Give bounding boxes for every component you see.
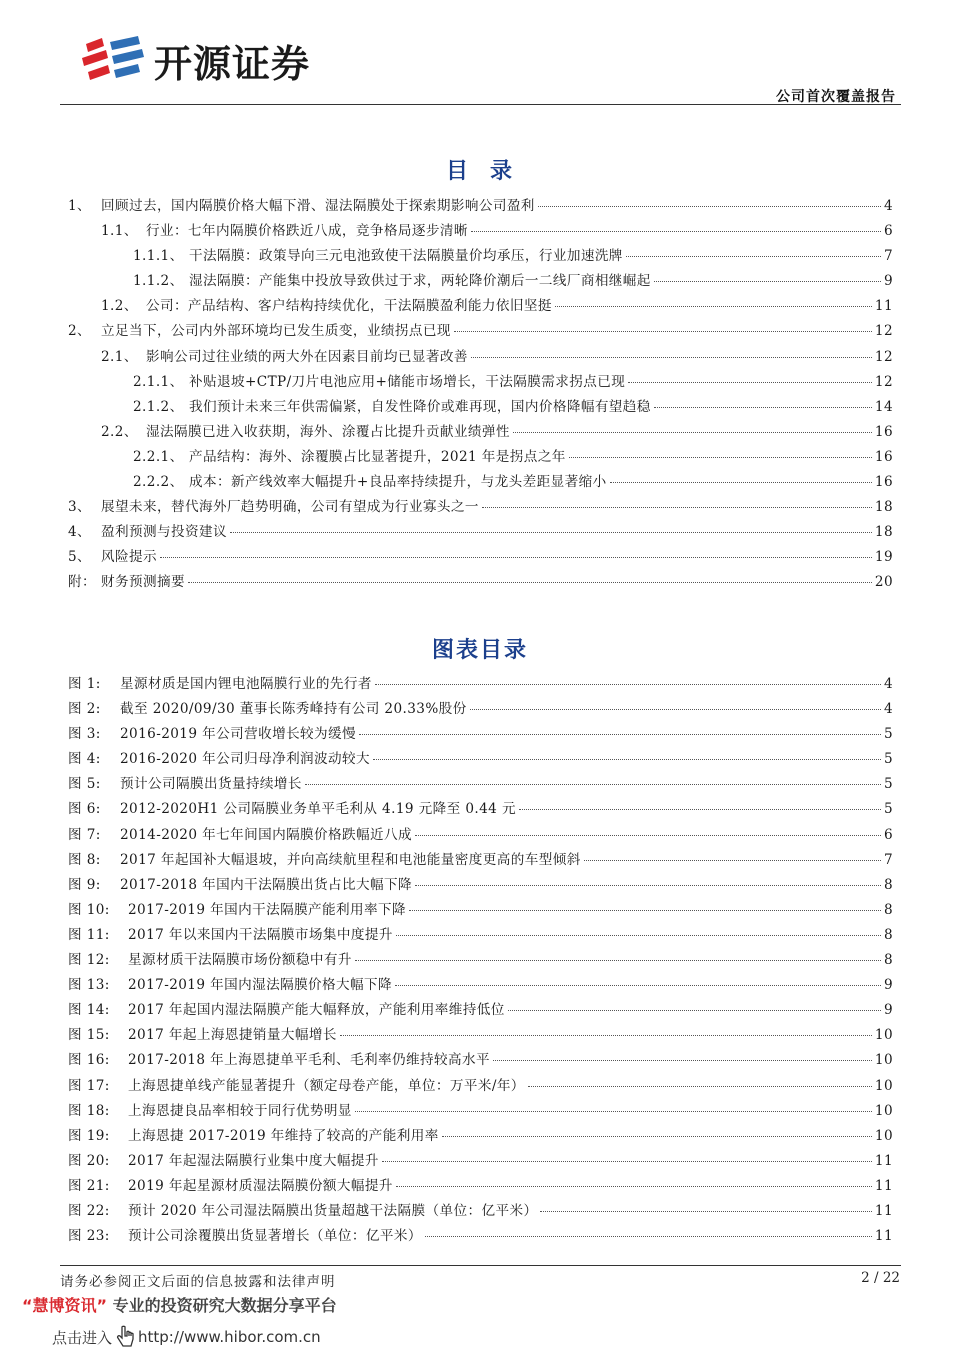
toc-entry-number: 5、 [68, 549, 92, 566]
toc-entry-title: 财务预测摘要 [101, 574, 185, 591]
figure-entry-title: 2017 年起国补大幅退坡，并向高续航里程和电池能量密度更高的车型倾斜 [120, 851, 581, 868]
toc-entry-title: 干法隔膜：政策导向三元电池致使干法隔膜量价均承压，行业加速洗牌 [189, 248, 623, 265]
toc-entry[interactable] [68, 219, 893, 244]
figure-entry-title: 星源材质是国内锂电池隔膜行业的先行者 [120, 676, 372, 692]
toc-entry-number: 3、 [68, 499, 92, 516]
toc-entry[interactable] [68, 470, 893, 495]
toc-entry-number: 1.1.1、 [133, 248, 184, 265]
toc-entry-page: 14 [874, 398, 893, 415]
dot-leader [528, 1086, 872, 1087]
toc-entry-title: 立足当下，公司内外部环境均已发生质变，业绩拐点已现 [101, 323, 451, 340]
dot-leader [508, 1010, 881, 1011]
dot-leader [160, 557, 872, 558]
figure-entry-number: 图 20: [68, 1152, 110, 1169]
toc-entry[interactable] [68, 194, 893, 219]
dot-leader [513, 432, 872, 433]
figure-entry-page: 8 [883, 876, 893, 893]
toc-entry-title: 湿法隔膜：产能集中投放导致供过于求，两轮降价潮后一二线厂商相继崛起 [189, 273, 651, 290]
figure-entry-page: 5 [883, 801, 893, 818]
figure-entry-number: 图 19: [68, 1127, 110, 1144]
figure-entry-page: 10 [874, 1052, 893, 1069]
toc-entry-number: 2.2.1、 [133, 448, 184, 465]
toc-entry-number: 1.1.2、 [133, 273, 184, 290]
figure-entry-title: 2017-2019 年国内湿法隔膜价格大幅下降 [128, 977, 393, 994]
figure-entry-page: 11 [874, 1152, 893, 1169]
figure-entry-number: 图 13: [68, 977, 110, 994]
figure-entry[interactable] [68, 1048, 893, 1073]
footer-divider [60, 1265, 901, 1266]
toc-entry-page: 16 [874, 474, 893, 491]
toc-entry-page: 12 [874, 373, 893, 390]
figure-entry-title: 2019 年起星源材质湿法隔膜份额大幅提升 [128, 1177, 393, 1194]
figure-entry[interactable] [68, 672, 893, 697]
dot-leader [470, 709, 881, 710]
figure-entry[interactable] [68, 1224, 893, 1249]
dot-leader [382, 1161, 872, 1162]
figure-entry-title: 2017 年起上海恩捷销量大幅增长 [128, 1027, 337, 1044]
toc-entry-title: 湿法隔膜已进入收获期，海外、涂覆占比提升贡献业绩弹性 [146, 423, 510, 440]
toc-entry-number: 4、 [68, 524, 92, 541]
figure-index-title: 图表目录 [431, 637, 528, 663]
dot-leader [355, 1111, 872, 1112]
toc-list [68, 194, 893, 596]
figure-entry[interactable] [68, 1074, 893, 1099]
toc-entry-page: 20 [874, 574, 893, 591]
dot-leader [230, 532, 872, 533]
figure-entry-title: 2016-2020 年公司归母净利润波动较大 [120, 751, 371, 768]
dot-leader [396, 935, 881, 936]
figure-entry-number: 图 21: [68, 1177, 110, 1194]
figure-entry[interactable] [68, 898, 893, 923]
figure-entry[interactable] [68, 823, 893, 848]
toc-entry[interactable] [68, 294, 893, 319]
figure-entry-page: 9 [883, 977, 893, 994]
dot-leader [375, 684, 881, 685]
toc-entry[interactable] [68, 395, 893, 420]
page-header [0, 0, 960, 110]
toc-entry[interactable] [68, 520, 893, 545]
figure-entry-page: 5 [883, 726, 893, 743]
dot-leader [471, 231, 881, 232]
dot-leader [482, 507, 872, 508]
dot-leader [454, 331, 872, 332]
figure-entry-title: 2017-2018 年国内干法隔膜出货占比大幅下降 [120, 876, 413, 893]
figure-entry-page: 11 [874, 1202, 893, 1219]
dot-leader [540, 1211, 871, 1212]
toc-entry[interactable] [68, 244, 893, 269]
figure-entry-page: 10 [874, 1102, 893, 1119]
figure-entry-page: 8 [883, 952, 893, 969]
toc-entry-page: 11 [874, 298, 893, 315]
figure-entry-page: 8 [883, 901, 893, 918]
figure-entry-number: 图 9: [68, 876, 101, 893]
dot-leader [305, 784, 881, 785]
figure-entry-page: 6 [883, 826, 893, 843]
figure-entry-page: 7 [883, 851, 893, 868]
company-logo [80, 33, 310, 88]
figure-entry-title: 上海恩捷单线产能显著提升（额定母卷产能，单位：万平米/年） [128, 1077, 525, 1094]
figure-entry-number: 图 23: [68, 1228, 110, 1245]
toc-entry-title: 盈利预测与投资建议 [101, 524, 227, 541]
toc-entry-title: 影响公司过往业绩的两大外在因素目前均已显著改善 [146, 348, 468, 365]
toc-entry[interactable] [68, 345, 893, 370]
toc-entry-number: 2.1.1、 [133, 373, 184, 390]
toc-title: 目录 [445, 158, 534, 184]
figure-entry-number: 图 7: [68, 826, 101, 843]
figure-entry-number: 图 14: [68, 1002, 110, 1019]
figure-entry-number: 图 22: [68, 1202, 110, 1219]
dot-leader [188, 582, 872, 583]
figure-entry-page: 5 [883, 776, 893, 793]
figure-entry-title: 预计公司涂覆膜出货显著增长（单位：亿平米） [128, 1228, 422, 1245]
toc-entry-title: 成本：新产线效率大幅提升+良品率持续提升，与龙头差距显著缩小 [189, 474, 607, 491]
toc-entry[interactable] [68, 445, 893, 470]
figure-entry[interactable] [68, 797, 893, 822]
pointer-hand-icon [114, 1325, 136, 1349]
dot-leader [519, 809, 881, 810]
figure-entry[interactable] [68, 1199, 893, 1224]
toc-entry-number: 2.1、 [101, 348, 138, 365]
watermark-url-link[interactable]: http://www.hibor.com.cn [138, 1328, 321, 1346]
watermark-brand: “慧博资讯” [22, 1296, 108, 1315]
dot-leader [340, 1035, 872, 1036]
dot-leader [555, 306, 872, 307]
figure-entry-page: 5 [883, 751, 893, 768]
figure-entry[interactable] [68, 772, 893, 797]
figure-entry[interactable] [68, 973, 893, 998]
toc-entry-page: 18 [874, 524, 893, 541]
watermark-banner [22, 1293, 337, 1316]
dot-leader [569, 457, 872, 458]
figure-entry-title: 2017 年以来国内干法隔膜市场集中度提升 [128, 926, 393, 943]
figure-entry-number: 图 8: [68, 851, 101, 868]
toc-entry-title: 回顾过去，国内隔膜价格大幅下滑、湿法隔膜处于探索期影响公司盈利 [101, 198, 535, 214]
figure-entry-number: 图 6: [68, 801, 101, 818]
figure-index-list [68, 672, 893, 1249]
dot-leader [654, 281, 881, 282]
figure-entry-number: 图 11: [68, 926, 110, 943]
toc-entry-title: 公司：产品结构、客户结构持续优化，干法隔膜盈利能力依旧坚挺 [146, 298, 552, 315]
toc-entry[interactable] [68, 495, 893, 520]
figure-entry[interactable] [68, 722, 893, 747]
dot-leader [359, 734, 881, 735]
figure-entry[interactable] [68, 998, 893, 1023]
figure-entry[interactable] [68, 923, 893, 948]
figure-entry-title: 2014-2020 年七年间国内隔膜价格跌幅近八成 [120, 826, 413, 843]
figure-entry-page: 9 [883, 1002, 893, 1019]
company-name: 开源证券 [154, 42, 311, 86]
toc-entry-title: 我们预计未来三年供需偏紧，自发性降价或难再现，国内价格降幅有望趋稳 [189, 398, 651, 415]
watermark-slogan: 专业的投资研究大数据分享平台 [112, 1296, 337, 1315]
figure-entry-number: 图 4: [68, 751, 101, 768]
footer-disclaimer: 请务必参阅正文后面的信息披露和法律声明 [60, 1274, 336, 1290]
figure-entry-page: 10 [874, 1077, 893, 1094]
figure-entry-title: 截至 2020/09/30 董事长陈秀峰持有公司 20.33%股份 [120, 701, 467, 718]
toc-entry-number: 2.2、 [101, 423, 138, 440]
figure-entry-title: 预计公司隔膜出货量持续增长 [120, 776, 302, 793]
toc-entry-title: 风险提示 [101, 549, 157, 566]
figure-entry-page: 8 [883, 926, 893, 943]
figure-entry[interactable] [68, 1124, 893, 1149]
figure-entry-number: 图 3: [68, 726, 101, 743]
figure-entry-page: 10 [874, 1127, 893, 1144]
company-logo-icon [80, 36, 146, 86]
header-divider [60, 104, 901, 105]
toc-entry-number: 2、 [68, 323, 92, 340]
toc-entry-number: 2.1.2、 [133, 398, 184, 415]
toc-entry-page: 4 [883, 198, 893, 214]
toc-entry[interactable] [68, 420, 893, 445]
figure-entry-title: 2012-2020H1 公司隔膜业务单平毛利从 4.19 元降至 0.44 元 [120, 801, 516, 818]
toc-entry[interactable] [68, 269, 893, 294]
dot-leader [442, 1136, 872, 1137]
toc-entry[interactable] [68, 370, 893, 395]
toc-entry-title: 展望未来，替代海外厂趋势明确，公司有望成为行业寡头之一 [101, 499, 479, 516]
toc-entry-number: 2.2.2、 [133, 474, 184, 491]
figure-entry-title: 2017-2018 年上海恩捷单平毛利、毛利率仍维持较高水平 [128, 1052, 490, 1069]
toc-entry-page: 6 [883, 223, 893, 240]
figure-entry-title: 2017 年起湿法隔膜行业集中度大幅提升 [128, 1152, 379, 1169]
figure-entry-number: 图 18: [68, 1102, 110, 1119]
dot-leader [373, 759, 881, 760]
watermark-click-label: 点击进入 [52, 1328, 113, 1347]
figure-entry-title: 星源材质干法隔膜市场份额稳中有升 [128, 952, 352, 969]
toc-entry-page: 12 [874, 323, 893, 340]
toc-entry-page: 19 [874, 549, 893, 566]
toc-entry-page: 12 [874, 348, 893, 365]
figure-entry-number: 图 1: [68, 676, 101, 692]
figure-entry-page: 11 [874, 1228, 893, 1245]
toc-entry[interactable] [68, 545, 893, 570]
figure-entry-number: 图 5: [68, 776, 101, 793]
dot-leader [355, 960, 881, 961]
dot-leader [396, 1186, 872, 1187]
toc-entry-page: 16 [874, 423, 893, 440]
toc-entry-number: 1.2、 [101, 298, 138, 315]
dot-leader [409, 910, 881, 911]
dot-leader [471, 357, 872, 358]
figure-entry-number: 图 16: [68, 1052, 110, 1069]
figure-entry-page: 11 [874, 1177, 893, 1194]
toc-entry-number: 1、 [68, 198, 92, 214]
toc-entry-title: 补贴退坡+CTP/刀片电池应用+储能市场增长，干法隔膜需求拐点已现 [189, 373, 626, 390]
report-type-label: 公司首次覆盖报告 [776, 89, 896, 105]
figure-entry-page: 4 [883, 701, 893, 718]
figure-entry-number: 图 15: [68, 1027, 110, 1044]
dot-leader [395, 985, 881, 986]
dot-leader [538, 206, 881, 207]
dot-leader [628, 382, 872, 383]
figure-entry-title: 2017-2019 年国内干法隔膜产能利用率下降 [128, 901, 407, 918]
dot-leader [425, 1236, 872, 1237]
toc-entry-page: 18 [874, 499, 893, 516]
figure-entry-number: 图 2: [68, 701, 101, 718]
figure-entry[interactable] [68, 948, 893, 973]
toc-entry[interactable] [68, 319, 893, 344]
dot-leader [584, 860, 881, 861]
figure-entry-page: 10 [874, 1027, 893, 1044]
dot-leader [654, 407, 872, 408]
figure-entry[interactable] [68, 848, 893, 873]
figure-entry-number: 图 17: [68, 1077, 110, 1094]
dot-leader [493, 1060, 872, 1061]
figure-entry-title: 2017 年起国内湿法隔膜产能大幅释放，产能利用率维持低位 [128, 1002, 505, 1019]
figure-entry[interactable] [68, 1099, 893, 1124]
figure-entry[interactable] [68, 1174, 893, 1199]
watermark-link-row[interactable] [52, 1325, 321, 1349]
toc-entry-title: 产品结构：海外、涂覆膜占比显著提升，2021 年是拐点之年 [189, 448, 566, 465]
page-number: 2 / 22 [861, 1270, 900, 1286]
toc-entry[interactable] [68, 570, 893, 595]
figure-entry-title: 预计 2020 年公司湿法隔膜出货量超越干法隔膜（单位：亿平米） [128, 1202, 538, 1219]
figure-entry[interactable] [68, 873, 893, 898]
figure-entry-title: 上海恩捷良品率相较于同行优势明显 [128, 1102, 352, 1119]
toc-entry-page: 16 [874, 448, 893, 465]
toc-entry-page: 9 [883, 273, 893, 290]
figure-entry-page: 4 [883, 676, 893, 692]
toc-entry-page: 7 [883, 248, 893, 265]
toc-entry-title: 行业：七年内隔膜价格跌近八成，竞争格局逐步清晰 [146, 223, 468, 240]
figure-entry-number: 图 10: [68, 901, 110, 918]
figure-entry[interactable] [68, 1149, 893, 1174]
dot-leader [415, 835, 881, 836]
figure-entry-title: 2016-2019 年公司营收增长较为缓慢 [120, 726, 357, 743]
figure-entry[interactable] [68, 1023, 893, 1048]
dot-leader [610, 482, 872, 483]
toc-entry-number: 1.1、 [101, 223, 138, 240]
dot-leader [626, 256, 881, 257]
toc-entry-number: 附： [68, 574, 96, 591]
figure-entry-number: 图 12: [68, 952, 110, 969]
dot-leader [415, 885, 881, 886]
figure-entry[interactable] [68, 697, 893, 722]
figure-entry[interactable] [68, 747, 893, 772]
figure-entry-title: 上海恩捷 2017-2019 年维持了较高的产能利用率 [128, 1127, 439, 1144]
